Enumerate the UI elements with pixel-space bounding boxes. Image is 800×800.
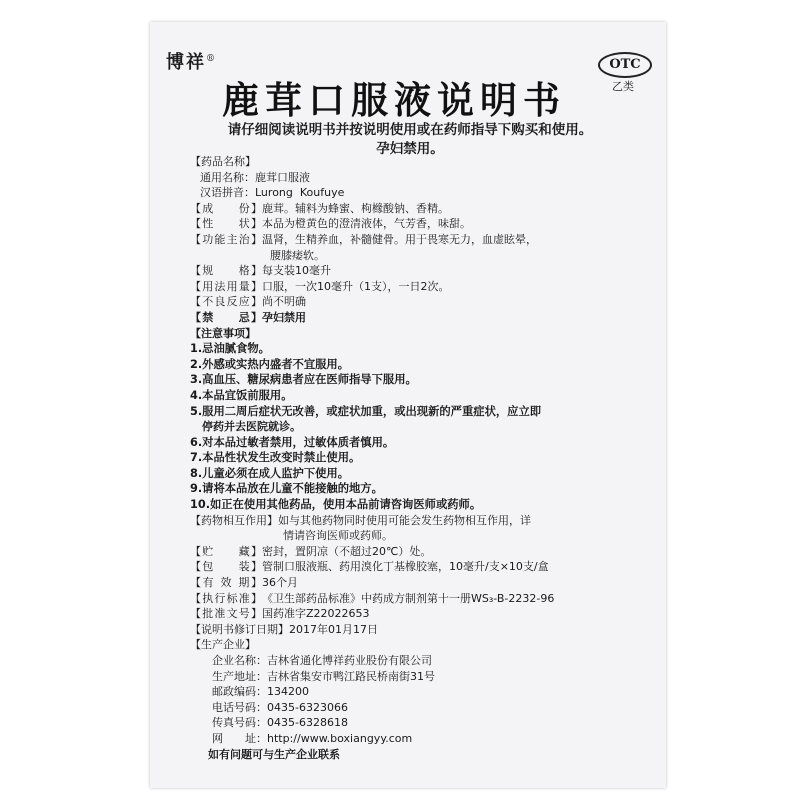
adverse-row <box>190 294 640 310</box>
precaution-item-3: 3.高血压、糖尿病患者应在医师指导下服用。 <box>190 373 417 387</box>
precautions-header: 【注意事项】 <box>190 326 256 340</box>
brand-logo: 博祥® <box>166 52 217 73</box>
storage-label: 【贮 藏】 <box>190 544 262 558</box>
interactions-row <box>190 513 640 529</box>
appearance-value: 本品为橙黄色的澄清液体，气芳香，味甜。 <box>262 217 471 231</box>
warning-line-2: 孕妇禁用。 <box>376 141 444 157</box>
standard-row <box>190 591 640 607</box>
phone-value: 0435-6323066 <box>267 700 348 714</box>
precaution-item-10: 10.如正在使用其他药品，使用本品前请咨询医师或药师。 <box>190 498 482 512</box>
common-name-row <box>190 170 640 186</box>
package-label: 【包 装】 <box>190 560 262 574</box>
approval-label: 【批准文号】 <box>190 607 262 621</box>
precaution-item-6: 6.对本品过敏者禁用，过敏体质者慎用。 <box>190 435 395 449</box>
appearance-label: 【性 状】 <box>190 217 262 231</box>
postal-label: 邮政编码： <box>212 685 267 699</box>
drug-name-header: 【药品名称】 <box>190 155 256 168</box>
storage-row <box>190 544 640 560</box>
warning-line-1: 请仔细阅读说明书并按说明使用或在药师指导下购买和使用。 <box>227 122 593 138</box>
common-name-label: 通用名称： <box>200 170 255 184</box>
pinyin-value: Lurong Koufuye <box>255 186 345 200</box>
storage-value: 密封，置阴凉（不超过20℃）处。 <box>262 544 432 558</box>
standard-label: 【执行标准】 <box>190 591 262 605</box>
company-label: 企业名称： <box>212 654 267 667</box>
precaution-item-5-cont: 停药并去医院就诊。 <box>202 420 301 434</box>
address-label: 生产地址： <box>212 669 267 683</box>
indications-label: 【功能主治】 <box>190 232 262 246</box>
ingredients-label: 【成 份】 <box>190 201 262 215</box>
leaflet-body <box>190 154 640 762</box>
validity-label: 【有 效 期】 <box>190 576 262 590</box>
contraindications-row <box>190 310 640 326</box>
usage-label: 【用法用量】 <box>190 279 262 293</box>
spec-value: 每支装10毫升 <box>262 264 331 278</box>
precaution-item-4: 4.本品宜饭前服用。 <box>190 388 293 402</box>
contraindications-label: 【禁 忌】 <box>190 310 262 324</box>
appearance-row <box>190 216 640 232</box>
validity-row <box>190 575 640 591</box>
contraindications-value: 孕妇禁用 <box>262 310 306 324</box>
document-title: 鹿茸口服液说明书 <box>222 78 566 122</box>
company-value: 吉林省通化博祥药业股份有限公司 <box>267 654 432 667</box>
interactions-cont: 情请咨询医师或药师。 <box>283 529 393 543</box>
precaution-item-9: 9.请将本品放在儿童不能接触的地方。 <box>190 482 383 496</box>
adverse-label: 【不良反应】 <box>190 295 262 309</box>
precaution-item-7: 7.本品性状发生改变时禁止使用。 <box>190 451 361 465</box>
spec-row <box>190 263 640 279</box>
precaution-item-5: 5.服用二周后症状无改善，或症状加重，或出现新的严重症状，应立即 <box>190 404 542 418</box>
standard-value: 《卫生部药品标准》中药成方制剂第十一册WS₃-B-2232-96 <box>262 591 555 605</box>
web-label: 网 址： <box>212 731 267 745</box>
otc-badge: OTC <box>598 52 652 78</box>
approval-row <box>190 606 640 622</box>
address-value: 吉林省集安市鸭江路民桥南街31号 <box>267 669 435 683</box>
precaution-item-2: 2.外感或实热内盛者不宜服用。 <box>190 357 350 371</box>
fax-label: 传真号码： <box>212 716 267 730</box>
approval-value: 国药准字Z22022653 <box>262 607 370 621</box>
indications-value: 温肾，生精养血，补髓健骨。用于畏寒无力，血虚眩晕， <box>262 232 537 246</box>
interactions-label: 【药物相互作用】 <box>190 513 278 527</box>
postal-value: 134200 <box>267 685 309 699</box>
pinyin-label: 汉语拼音： <box>200 186 255 200</box>
otc-class-label: 乙类 <box>612 80 634 93</box>
interactions-value: 如与其他药物同时使用可能会发生药物相互作用，详 <box>278 513 531 527</box>
revision-label: 【说明书修订日期】 <box>190 622 289 636</box>
address-row <box>190 669 640 685</box>
common-name-value: 鹿茸口服液 <box>255 170 310 184</box>
revision-row <box>190 622 640 638</box>
web-value: http://www.boxiangyy.com <box>267 731 413 745</box>
indications-cont: 腰膝痿软。 <box>270 248 325 262</box>
fax-row <box>190 715 640 731</box>
phone-label: 电话号码： <box>212 700 267 714</box>
spec-label: 【规 格】 <box>190 264 262 278</box>
company-row <box>190 653 640 669</box>
phone-row <box>190 700 640 716</box>
validity-value: 36个月 <box>262 576 298 590</box>
indications-row <box>190 232 640 248</box>
adverse-value: 尚不明确 <box>262 295 306 309</box>
precaution-item-1: 1.忌油腻食物。 <box>190 342 270 356</box>
fax-value: 0435-6328618 <box>267 716 348 730</box>
manufacturer-header: 【生产企业】 <box>190 638 256 652</box>
revision-value: 2017年01月17日 <box>289 622 378 636</box>
pinyin-row <box>190 185 640 201</box>
package-row <box>190 559 640 575</box>
ingredients-row <box>190 201 640 217</box>
precaution-item-8: 8.儿童必须在成人监护下使用。 <box>190 466 350 480</box>
ingredients-value: 鹿茸。辅料为蜂蜜、枸橼酸钠、香精。 <box>262 201 449 215</box>
web-row <box>190 731 640 747</box>
usage-value: 口服，一次10毫升（1支），一日2次。 <box>262 279 450 293</box>
package-value: 管制口服液瓶、药用溴化丁基橡胶塞，10毫升/支×10支/盒 <box>262 560 549 574</box>
footer-note: 如有问题可与生产企业联系 <box>208 747 340 761</box>
postal-row <box>190 684 640 700</box>
usage-row <box>190 279 640 295</box>
